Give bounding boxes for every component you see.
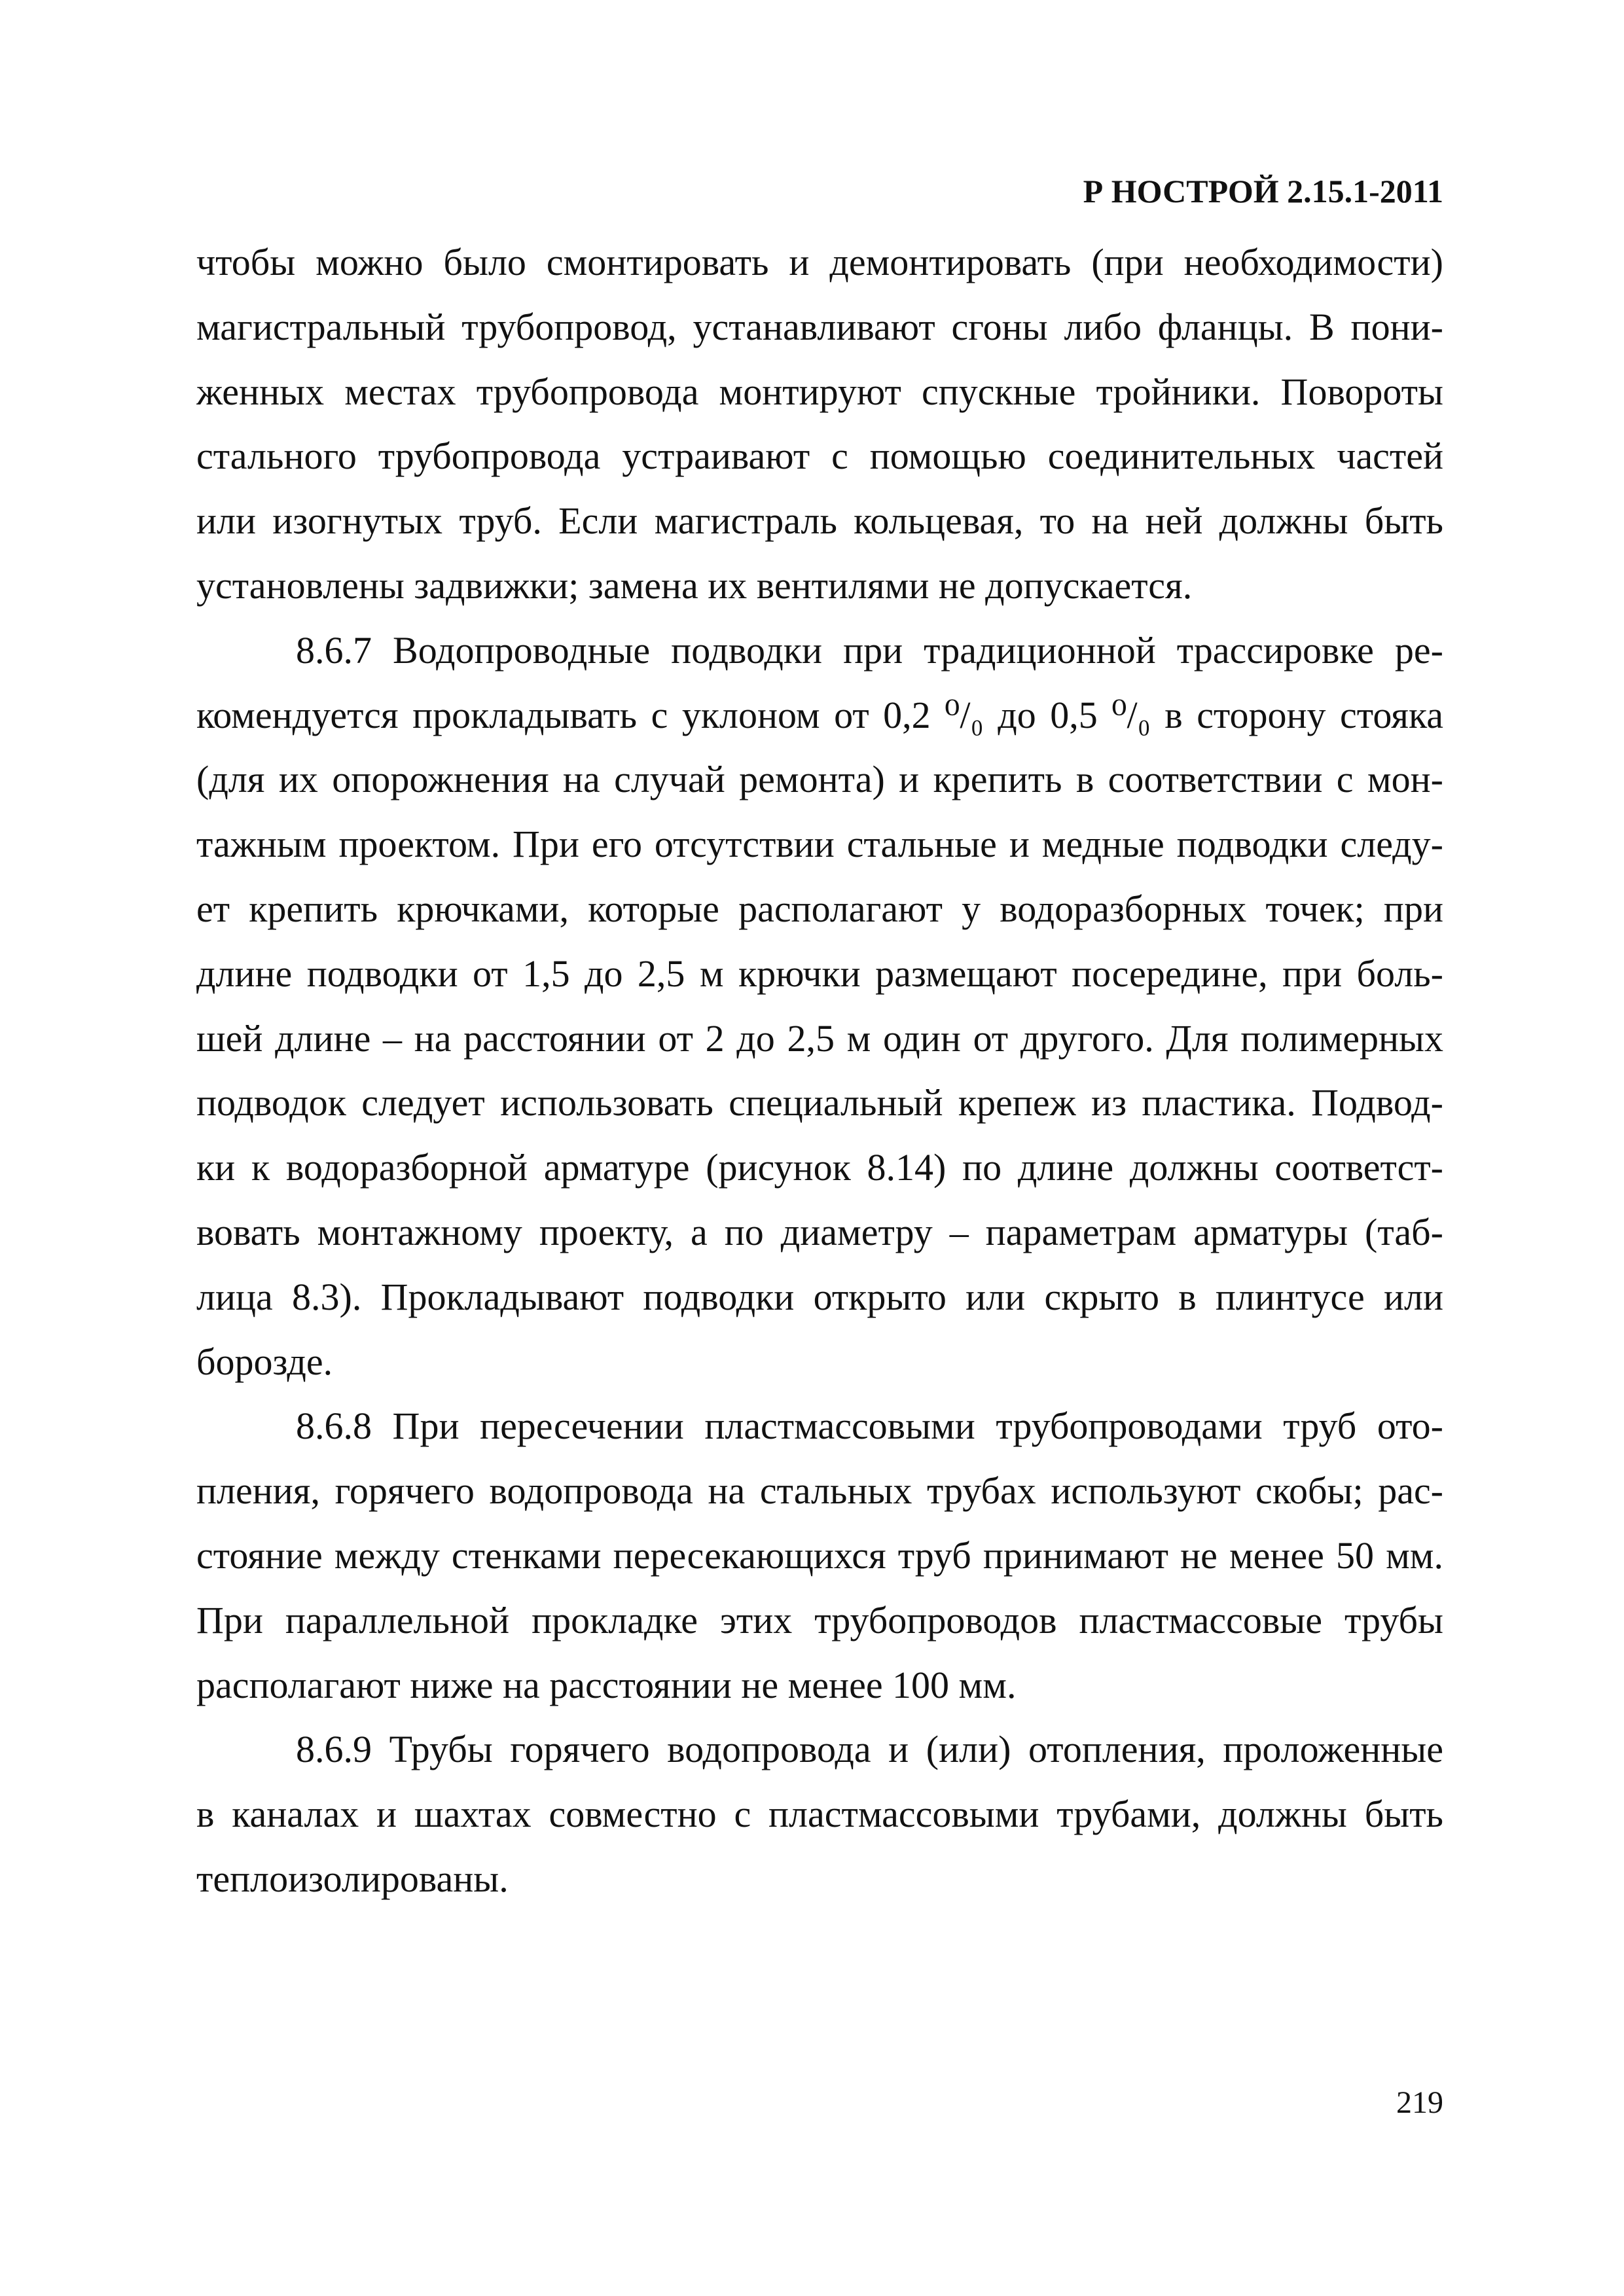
text-line: комендуется прокладывать с уклоном от 0,2 ⁰/₀ до 0,5 ⁰/₀ в сторону стояка — [196, 693, 1443, 736]
text-line: теплоизолированы. — [196, 1857, 509, 1900]
text-line: подводок следует использовать специальный крепеж из пластика. Подвод- — [196, 1081, 1443, 1124]
text-line: При параллельной прокладке этих трубопроводов пластмассовые трубы — [196, 1598, 1443, 1641]
text-line: 8.6.7 Водопроводные подводки при традиционной трассировке ре- — [296, 628, 1443, 672]
document-header-code: Р НОСТРОЙ 2.15.1-2011 — [1083, 173, 1443, 209]
paragraph-8-6-7 — [196, 619, 1443, 1395]
text-line: магистральный трубопровод, устанавливают сгоны либо фланцы. В пони- — [196, 305, 1443, 348]
text-line: 8.6.9 Трубы горячего водопровода и (или) отопления, проложенные — [296, 1728, 1443, 1771]
text-line: вовать монтажному проекту, а по диаметру – параметрам арматуры (таб- — [196, 1210, 1443, 1253]
text-line: располагают ниже на расстоянии не менее 100 мм. — [196, 1663, 1017, 1706]
text-line: шей длине – на расстоянии от 2 до 2,5 м один от другого. Для полимерных — [196, 1016, 1443, 1060]
text-line: женных местах трубопровода монтируют спускные тройники. Повороты — [196, 370, 1443, 413]
text-line: стояние между стенками пересекающихся труб принимают не менее 50 мм. — [196, 1534, 1443, 1577]
text-line: ет крепить крючками, которые располагают у водоразборных точек; при — [196, 887, 1443, 930]
text-line: в каналах и шахтах совместно с пластмассовыми трубами, должны быть — [196, 1793, 1443, 1836]
text-line: пления, горячего водопровода на стальных трубах используют скобы; рас- — [196, 1469, 1443, 1513]
text-line: стального трубопровода устраивают с помощью соединительных частей — [196, 435, 1443, 478]
text-line: чтобы можно было смонтировать и демонтировать (при необходимости) — [196, 241, 1443, 283]
text-line: или изогнутых труб. Если магистраль кольцевая, то на ней должны быть — [196, 499, 1443, 543]
text-line: ки к водоразборной арматуре (рисунок 8.14) по длине должны соответст- — [196, 1146, 1443, 1189]
document-body — [196, 230, 1443, 1912]
text-line: установлены задвижки; замена их вентилями не допускается. — [196, 564, 1193, 607]
paragraph-8-6-9 — [196, 1717, 1443, 1911]
paragraph-8-6-8 — [196, 1394, 1443, 1717]
text-line: лица 8.3). Прокладывают подводки открыто или скрыто в плинтусе или — [196, 1275, 1443, 1318]
text-line: длине подводки от 1,5 до 2,5 м крючки размещают посередине, при боль- — [196, 952, 1443, 995]
text-line: борозде. — [196, 1340, 333, 1383]
text-line: тажным проектом. При его отсутствии стальные и медные подводки следу- — [196, 823, 1443, 866]
page-number: 219 — [1396, 2085, 1443, 2120]
paragraph-1 — [196, 230, 1443, 619]
text-line: (для их опорожнения на случай ремонта) и крепить в соответствии с мон- — [196, 758, 1443, 801]
text-line: 8.6.8 При пересечении пластмассовыми трубопроводами труб ото- — [296, 1405, 1443, 1448]
